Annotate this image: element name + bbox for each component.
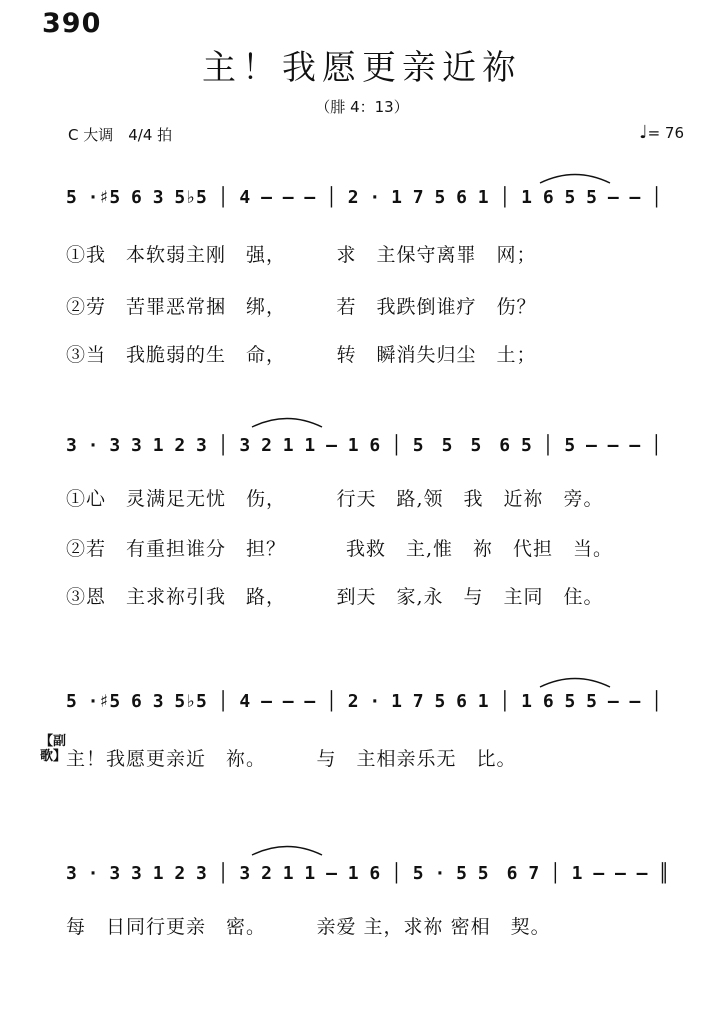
slur-3	[540, 679, 610, 688]
slur-2	[252, 419, 322, 428]
lyric-line-4-chorus: 每 日同行更亲 密。 亲爱 主，求祢 密相 契。	[66, 916, 551, 938]
hymn-number: 390	[42, 8, 102, 39]
slur-1	[540, 175, 610, 184]
lyric-line-3-chorus: 主！我愿更亲近 祢。 与 主相亲乐无 比。	[66, 748, 517, 770]
lyric-line-1-verse-2: ②劳 苦罪恶常捆 绑， 若 我跌倒谁疗 伤？	[66, 296, 537, 318]
key-and-meter: C 大调 4/4 拍	[68, 126, 173, 144]
notation-line-4: 3 · 3 3 1 2 3 │ 3 2 1 1 – 1 6 │ 5 · 5 5 6 7 │ 1 – – – ║	[66, 863, 670, 884]
hymn-title: 主！我愿更亲近祢	[202, 48, 522, 88]
lyric-line-2-verse-2: ②若 有重担谁分 担？ 我救 主,惟 祢 代担 当。	[66, 538, 614, 560]
chorus-marker: 【副歌】	[40, 734, 67, 764]
lyric-line-1-verse-3: ③当 我脆弱的生 命， 转 瞬消失归尘 土；	[66, 344, 537, 366]
lyric-line-2-verse-1: ①心 灵满足无忧 伤， 行天 路,领 我 近祢 旁。	[66, 488, 604, 510]
lyric-line-1-verse-1: ①我 本软弱主刚 强， 求 主保守离罪 网；	[66, 244, 537, 266]
notation-line-1: 5 ·♯5 6 3 5♭5 │ 4 – – – │ 2 · 1 7 5 6 1 │ 1 6 5 5 – – │	[66, 187, 663, 208]
notation-line-2: 3 · 3 3 1 2 3 │ 3 2 1 1 – 1 6 │ 5 5 5 6 5 │ 5 – – – │	[66, 435, 662, 456]
lyric-line-2-verse-3: ③恩 主求祢引我 路， 到天 家,永 与 主同 住。	[66, 586, 604, 608]
notation-line-3: 5 ·♯5 6 3 5♭5 │ 4 – – – │ 2 · 1 7 5 6 1 │ 1 6 5 5 – – │	[66, 691, 663, 712]
scripture-reference: （腓 4：13）	[315, 98, 409, 116]
slur-4	[252, 847, 322, 856]
quarter-note-icon: ♩	[639, 122, 648, 143]
tempo-value: = 76	[647, 124, 684, 142]
